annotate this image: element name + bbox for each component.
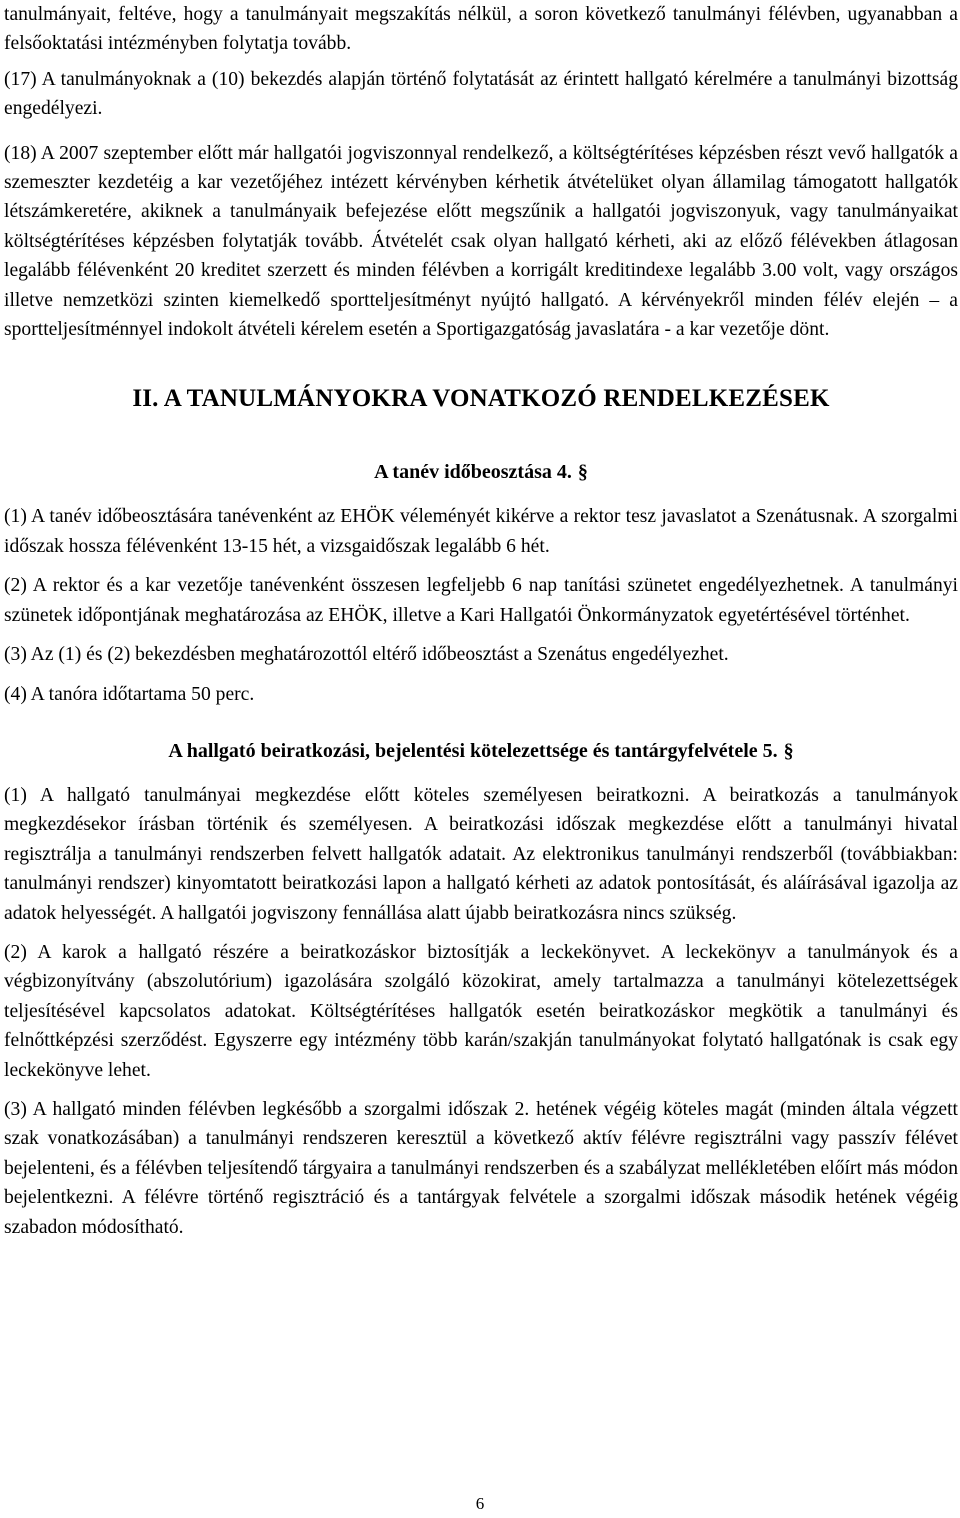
section-symbol: §	[577, 461, 588, 484]
document-page	[4, 0, 958, 1242]
page-number: 6	[475, 1494, 485, 1513]
paragraph-16-continuation: tanulmányait, feltéve, hogy a tanulmányait megszakítás nélkül, a soron következő tanulmányi félévben, ugyanabban a felsőoktatási intézményben folytatja tovább.	[4, 4, 958, 55]
article-4-paragraph-1: (1) A tanév időbeosztására tanévenként az EHÖK véleményét kikérve a rektor tesz javaslatot a Szenátusnak. A szorgalmi időszak hossza félévenként 13-15 hét, a vizsgaidőszak legalább 6 hét.	[4, 506, 958, 557]
article-5-heading	[4, 737, 958, 765]
article-4-title: A tanév időbeosztása 4.	[374, 461, 572, 484]
article-4-paragraph-4: (4) A tanóra időtartama 50 perc.	[4, 683, 255, 705]
article-5-paragraph-1: (1) A hallgató tanulmányai megkezdése előtt köteles személyesen beiratkozni. A beiratkozás a tanulmányok megkezdésekor írásban történik és személyesen. A beiratkozási időszak megkezdése előtt a tanulmányi hivatal regisztrálja a tanulmányi rendszerben felvett hallgatók adatait. Az elektronikus tanulmányi rendszerből (továbbiakban: tanulmányi rendszer) kinyomtatott beiratkozási lapon a hallgató kérheti az adatok pontosítását, és aláírásával igazolja az adatok helyességét. A hallgatói jogviszony fennállása alatt újabb beiratkozásra nincs szükség.	[4, 784, 958, 924]
article-5-paragraph-3: (3) A hallgató minden félévben legkésőbb a szorgalmi időszak 2. hetének végéig köteles magát (minden általa végzett szak vonatkozásában) a tanulmányi rendszeren keresztül a következő aktív félévre regisztrálni vagy passzív félévet bejelenteni, és a félévben teljesítendő tárgyaira a tanulmányi rendszerben és a szabályzat mellékletében előírt más módon bejelentkezni. A félévre történő regisztráció és a tantárgyak felvétele a szorgalmi időszak második hetének végéig szabadon módosítható.	[4, 1098, 958, 1238]
paragraph-17: (17) A tanulmányoknak a (10) bekezdés alapján történő folytatását az érintett hallgató kérelmére a tanulmányi bizottság engedélyezi.	[4, 68, 958, 120]
article-4-heading	[4, 458, 958, 486]
article-4-paragraph-3: (3) Az (1) és (2) bekezdésben meghatározottól eltérő időbeosztást a Szenátus engedélyezhet.	[4, 644, 729, 666]
article-5-paragraph-2: (2) A karok a hallgató részére a beiratkozáskor biztosítják a leckekönyvet. A leckekönyv a tanulmányok és a végbizonyítvány (abszolutórium) igazolására szolgáló közokirat, amely tartalmazza a tanulmányi kötelezettségek teljesítésével kapcsolatos adatokat. Költségtérítéses hallgatók esetén beiratkozáskor megkötik a tanulmányi és felnőttképzési szerződést. Egyszerre egy intézmény több karán/szakján tanulmányokat folytató hallgatónak is csak egy leckekönyve lehet.	[4, 941, 958, 1081]
section-heading: II. A TANULMÁNYOKRA VONATKOZÓ RENDELKEZÉSEK	[132, 385, 830, 413]
article-4-paragraph-2: (2) A rektor és a kar vezetője tanévenként összesen legfeljebb 6 nap tanítási szünetet engedélyezhetnek. A tanulmányi szünetek időpontjának meghatározása az EHÖK, illetve a Kari Hallgatói Önkormányzatok egyetértésével történhet.	[4, 575, 958, 626]
article-5-title: A hallgató beiratkozási, bejelentési kötelezettsége és tantárgyfelvétele 5.	[168, 739, 778, 762]
paragraph-18: (18) A 2007 szeptember előtt már hallgatói jogviszonnyal rendelkező, a költségtérítéses képzésben részt vevő hallgatók a szemeszter kezdetéig a kar vezetőjéhez intézett kérvényben kérhetik átvételüket olyan államilag támogatott hallgatók létszámkeretére, akiknek a tanulmányaik befejezése előtt megszűnik a hallgatói jogviszonyuk, vagy tanulmányaikat költségtérítéses képzésben folytatják tovább. Átvételét csak olyan hallgató kérheti, aki az előző félévekben átlagosan legalább félévenként 20 kreditet szerzett és minden félévben a korrigált kreditindexe legalább 3.00 volt, vagy országos illetve nemzetközi szinten kiemelkedő sportteljesítményt nyújtó hallgató. A kérvényekről minden félév elején – a sportteljesítménnyel indokolt átvételi kérelem esetén a Sportigazgatóság javaslatára - a kar vezetője dönt.	[4, 142, 958, 341]
section-symbol: §	[783, 739, 794, 762]
